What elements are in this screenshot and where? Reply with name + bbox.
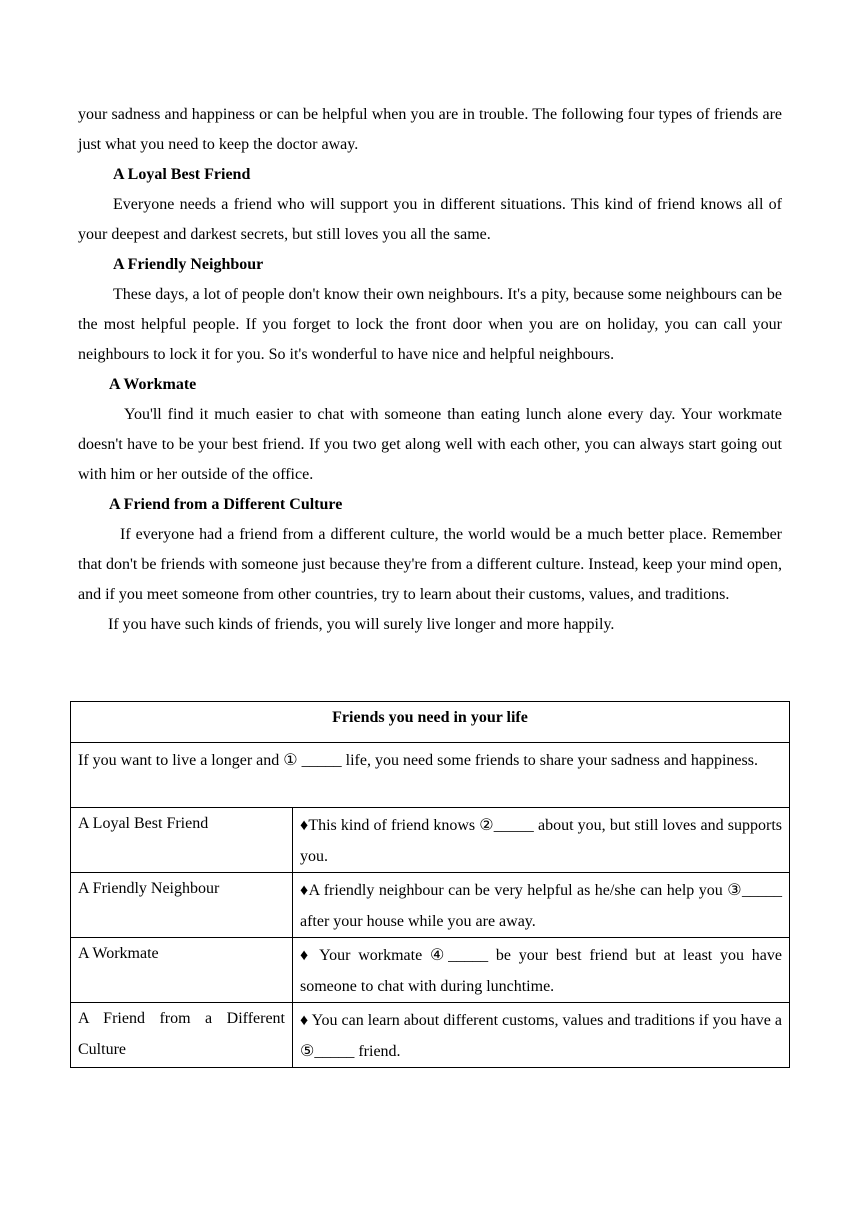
friend-type-cell: A Workmate: [71, 938, 293, 1003]
section-heading-workmate: A Workmate: [109, 376, 197, 393]
section-text-different-culture: If everyone had a friend from a different culture, the world would be a much better place. Remember that don't be friends with someone just because they're from a different culture. Instead, keep your mind open, and if you meet someone from other countries, try to learn about their customs, values, and traditions.: [78, 526, 782, 603]
friend-detail-cell: ♦ You can learn about different customs, values and traditions if you have a ⑤_____ friend.: [293, 1003, 790, 1068]
summary-table: [70, 701, 790, 1068]
section-heading-different-culture: A Friend from a Different Culture: [109, 496, 343, 513]
intro-paragraph: your sadness and happiness or can be helpful when you are in trouble. The following four types of friends are just what you need to keep the doctor away.: [78, 106, 782, 153]
section-text-friendly-neighbour: These days, a lot of people don't know their own neighbours. It's a pity, because some neighbours can be the most helpful people. If you forget to lock the front door when you are on holiday, you can call your neighbours to lock it for you. So it's wonderful to have nice and helpful neighbours.: [78, 286, 783, 363]
summary-table-title-text: Friends you need in your life: [332, 709, 528, 726]
friend-detail-cell: ♦ Your workmate ④_____ be your best friend but at least you have someone to chat with during lunchtime.: [293, 938, 790, 1003]
summary-table-title: [71, 702, 790, 743]
friend-type-cell: A Friendly Neighbour: [71, 873, 293, 938]
friend-type-cell: A Friend from a Different Culture: [71, 1003, 293, 1068]
section-text-workmate: You'll find it much easier to chat with someone than eating lunch alone every day. Your workmate doesn't have to be your best friend. If you two get along well with each other, you can always start going out with him or her outside of the office.: [78, 406, 782, 483]
section-heading-friendly-neighbour: A Friendly Neighbour: [113, 256, 264, 273]
reading-passage: [78, 100, 782, 640]
summary-table-intro: If you want to live a longer and ① _____ life, you need some friends to share your sadness and happiness.: [71, 743, 790, 808]
section-text-loyal-best-friend: Everyone needs a friend who will support you in different situations. This kind of friend knows all of your deepest and darkest secrets, but still loves you all the same.: [78, 196, 782, 243]
closing-paragraph: If you have such kinds of friends, you will surely live longer and more happily.: [108, 616, 615, 633]
friend-detail-cell: ♦A friendly neighbour can be very helpful as he/she can help you ③_____ after your house while you are away.: [293, 873, 790, 938]
friend-detail-cell: ♦This kind of friend knows ②_____ about you, but still loves and supports you.: [293, 808, 790, 873]
section-heading-loyal-best-friend: A Loyal Best Friend: [113, 166, 251, 183]
friend-type-cell: A Loyal Best Friend: [71, 808, 293, 873]
